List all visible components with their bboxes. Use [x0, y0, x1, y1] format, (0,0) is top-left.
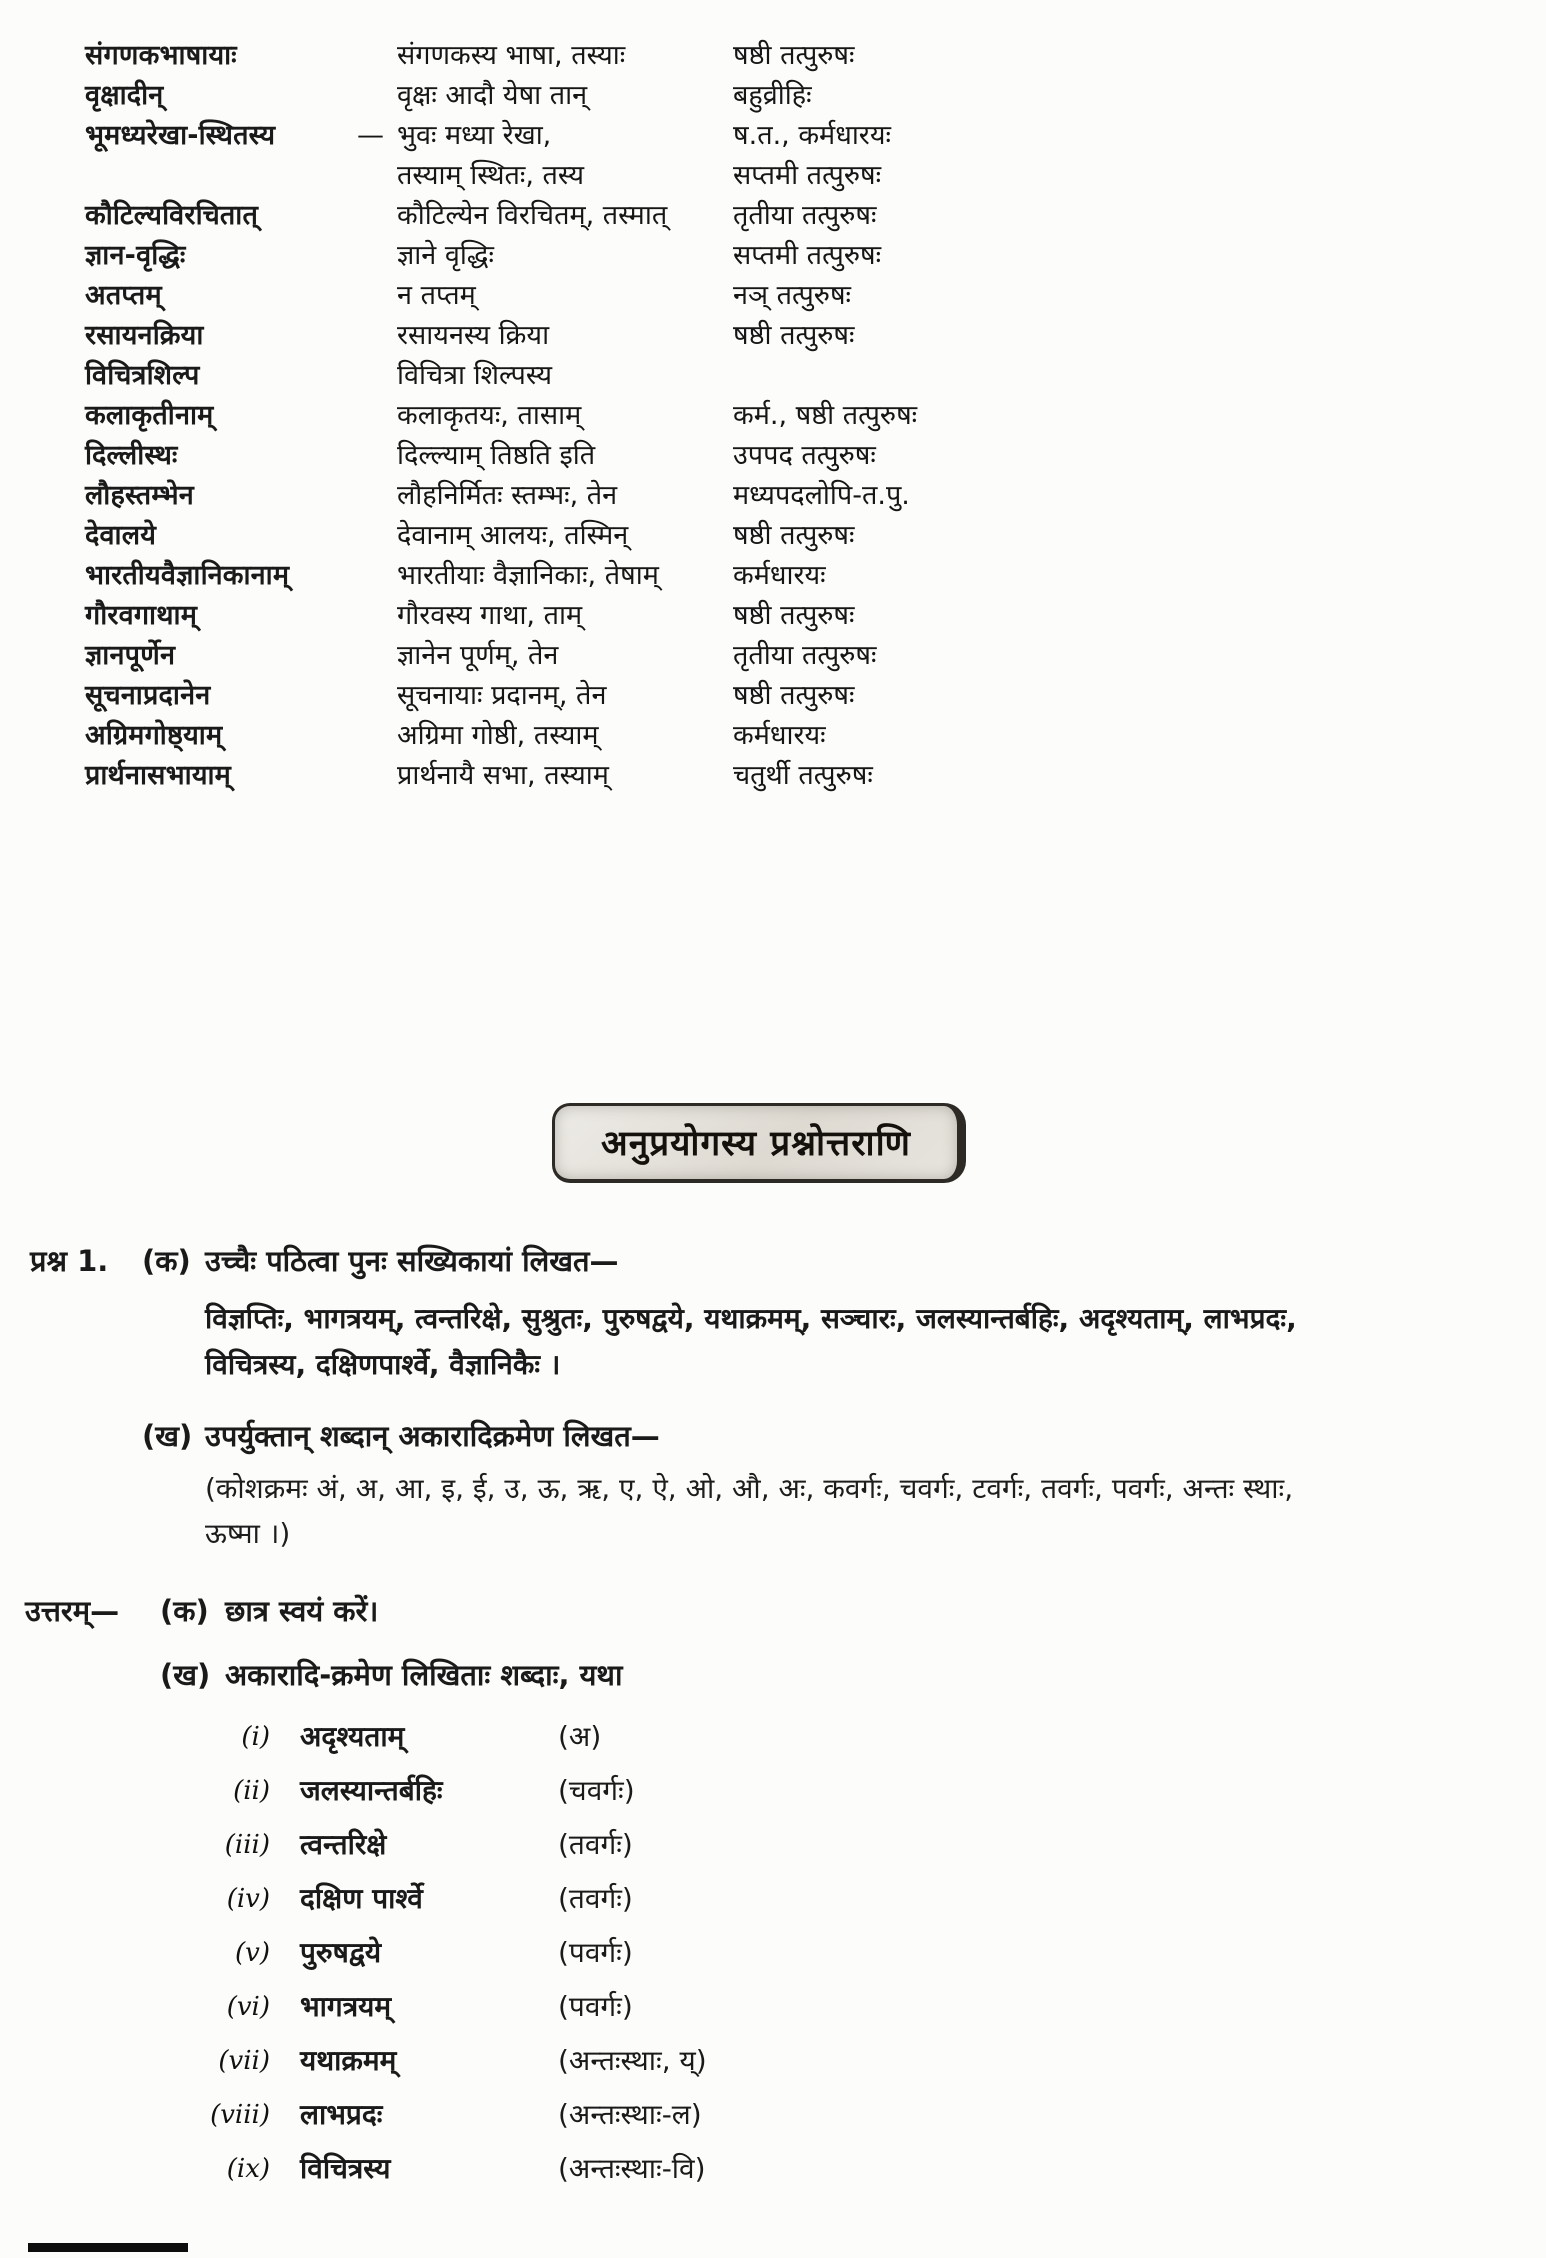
table-row — [85, 436, 1516, 476]
word-list-line: विचित्रस्य, दक्षिणपार्श्वे, वैज्ञानिकैः । — [205, 1348, 561, 1381]
samasa-type-line: सप्तमी तत्पुरुषः — [733, 160, 882, 191]
item-answer: (पवर्गः) — [558, 1990, 633, 2023]
item-answer: (अन्तःस्थाः-ल) — [558, 2098, 702, 2131]
kosha-krama-line: (कोशक्रमः अं, अ, आ, इ, ई, उ, ऊ, ऋ, ए, ऐ, ओ, औ, अः, कवर्गः, चवर्गः, टवर्गः, तवर्गः, पवर्गः, अन्तः स्थाः, — [205, 1472, 1294, 1505]
vigraha: अग्रिमा गोष्ठी, तस्याम् — [397, 720, 599, 751]
samasa-type: कर्मधारयः — [733, 560, 826, 591]
item-numeral: (ii) — [233, 1776, 270, 1806]
table-row — [85, 556, 1516, 596]
section-header-badge — [552, 1103, 966, 1183]
answer-marker-ka: (क) — [160, 1594, 209, 1628]
compound-word: देवालये — [85, 520, 157, 551]
compound-word: गौरवगाथाम् — [85, 600, 198, 631]
part-marker-kha: (ख) — [142, 1419, 193, 1453]
compound-word: ज्ञानपूर्णेन — [85, 640, 176, 671]
samasa-type: तृतीया तत्पुरुषः — [733, 640, 877, 671]
vigraha-line: तस्याम् स्थितः, तस्य — [397, 160, 585, 191]
vigraha: रसायनस्य क्रिया — [397, 320, 550, 351]
samasa-type-line: ष.त., कर्मधारयः — [733, 120, 891, 151]
table-row — [85, 196, 1516, 236]
part-marker-ka: (क) — [142, 1244, 191, 1278]
list-item — [0, 1874, 1546, 1928]
table-row — [85, 756, 1516, 796]
vigraha: गौरवस्य गाथा, ताम् — [397, 600, 583, 631]
table-row — [85, 596, 1516, 636]
compound-word: रसायनक्रिया — [85, 320, 204, 351]
item-numeral: (vi) — [226, 1992, 270, 2022]
question-text-kha: उपर्युक्तान् शब्दान् अकारादिक्रमेण लिखत— — [205, 1419, 660, 1453]
answer-label: उत्तरम्— — [25, 1594, 120, 1628]
compound-word: ज्ञान-वृद्धिः — [85, 240, 186, 271]
item-word: भागत्रयम् — [300, 1990, 392, 2023]
table-row — [85, 236, 1516, 276]
compound-word: अतप्तम् — [85, 280, 162, 311]
item-answer: (पवर्गः) — [558, 1936, 633, 1969]
vigraha: देवानाम् आलयः, तस्मिन् — [397, 520, 629, 551]
table-row — [85, 636, 1516, 676]
samasa-type: सप्तमी तत्पुरुषः — [733, 240, 882, 271]
compound-word: भूमध्यरेखा-स्थितस्य — [85, 120, 276, 151]
samasa-type: मध्यपदलोपि-त.पु. — [733, 480, 910, 511]
question-number: प्रश्न 1. — [30, 1244, 109, 1278]
vigraha: भारतीयाः वैज्ञानिकाः, तेषाम् — [397, 560, 659, 591]
list-item — [0, 1820, 1546, 1874]
item-numeral: (vii) — [218, 2046, 270, 2076]
samasa-type: षष्ठी तत्पुरुषः — [733, 320, 855, 351]
dash-separator: — — [357, 120, 384, 151]
alphabetical-word-list — [0, 1712, 1546, 2198]
table-row — [85, 676, 1516, 716]
table-row — [85, 276, 1516, 316]
table-row — [85, 396, 1516, 436]
item-answer: (अ) — [558, 1720, 602, 1753]
samasa-type: नञ् तत्पुरुषः — [733, 280, 852, 311]
compound-word: कलाकृतीनाम् — [85, 400, 214, 431]
compound-word: अग्रिमगोष्ठ्याम् — [85, 720, 223, 751]
item-numeral: (i) — [241, 1722, 270, 1752]
item-answer: (तवर्गः) — [558, 1882, 633, 1915]
vigraha: कलाकृतयः, तासाम् — [397, 400, 582, 431]
table-row — [85, 716, 1516, 756]
vigraha: न तप्तम् — [397, 280, 476, 311]
item-answer: (अन्तःस्थाः, य्) — [558, 2044, 707, 2077]
compound-word: भारतीयवैज्ञानिकानाम् — [85, 560, 290, 591]
compound-word: प्रार्थनासभायाम् — [85, 760, 232, 791]
compound-word: वृक्षादीन् — [85, 80, 164, 111]
kosha-krama-line: ऊष्मा ।) — [205, 1517, 291, 1550]
vigraha: वृक्षः आदौ येषा तान् — [397, 80, 588, 111]
item-word: पुरुषद्वये — [300, 1936, 382, 1969]
vigraha: ज्ञाने वृद्धिः — [397, 240, 494, 271]
item-numeral: (iii) — [224, 1830, 270, 1860]
vigraha-line: भुवः मध्या रेखा, — [397, 120, 552, 151]
list-item — [0, 1766, 1546, 1820]
table-row — [85, 356, 1516, 396]
item-word: जलस्यान्तर्बहिः — [300, 1774, 443, 1807]
list-item — [0, 1712, 1546, 1766]
samasa-type: षष्ठी तत्पुरुषः — [733, 40, 855, 71]
vigraha: सूचनायाः प्रदानम्, तेन — [397, 680, 607, 711]
answer-marker-kha: (ख) — [160, 1658, 211, 1692]
item-numeral: (v) — [235, 1938, 270, 1968]
item-numeral: (viii) — [210, 2100, 270, 2130]
section-header-text: अनुप्रयोगस्य प्रश्नोत्तराणि — [601, 1124, 911, 1164]
vigraha — [357, 116, 733, 196]
compound-word: कौटिल्यविरचितात् — [85, 200, 259, 231]
item-answer: (तवर्गः) — [558, 1828, 633, 1861]
samasa-type: षष्ठी तत्पुरुषः — [733, 520, 855, 551]
table-row — [85, 76, 1516, 116]
samasa-type: उपपद तत्पुरुषः — [733, 440, 876, 471]
list-item — [0, 2090, 1546, 2144]
table-row — [85, 516, 1516, 556]
item-answer: (अन्तःस्थाः-वि) — [558, 2152, 706, 2185]
item-numeral: (iv) — [226, 1884, 270, 1914]
table-row — [85, 36, 1516, 76]
vigraha: कौटिल्येन विरचितम्, तस्मात् — [397, 200, 668, 231]
item-word: विचित्रस्य — [300, 2152, 391, 2185]
vigraha: लौहनिर्मितः स्तम्भः, तेन — [397, 480, 618, 511]
list-item — [0, 2036, 1546, 2090]
list-item — [0, 2144, 1546, 2198]
vigraha: प्रार्थनायै सभा, तस्याम् — [397, 760, 609, 791]
answer-text-kha: अकारादि-क्रमेण लिखिताः शब्दाः, यथा — [225, 1658, 623, 1692]
vigraha: दिल्ल्याम् तिष्ठति इति — [397, 440, 596, 471]
samasa-type: कर्म., षष्ठी तत्पुरुषः — [733, 400, 918, 431]
item-answer: (चवर्गः) — [558, 1774, 635, 1807]
table-row — [85, 316, 1516, 356]
compound-word: संगणकभाषायाः — [85, 40, 237, 71]
samasa-type: चतुर्थी तत्पुरुषः — [733, 760, 873, 791]
list-item — [0, 1982, 1546, 2036]
item-word: लाभप्रदः — [300, 2098, 383, 2131]
vigraha: विचित्रा शिल्पस्य — [397, 360, 553, 391]
samasa-type — [733, 116, 1516, 196]
compound-word: दिल्लीस्थः — [85, 440, 178, 471]
item-word: त्वन्तरिक्षे — [300, 1828, 387, 1861]
item-numeral: (ix) — [226, 2154, 270, 2184]
item-word: यथाक्रमम् — [300, 2044, 397, 2077]
compound-word: सूचनाप्रदानेन — [85, 680, 211, 711]
samasa-type — [733, 356, 1516, 396]
table-row — [85, 476, 1516, 516]
vigraha: संगणकस्य भाषा, तस्याः — [397, 40, 626, 71]
table-row — [85, 116, 1516, 196]
page-edge-mark — [28, 2243, 188, 2252]
samasa-type: तृतीया तत्पुरुषः — [733, 200, 877, 231]
compound-word: लौहस्तम्भेन — [85, 480, 194, 511]
question-text-ka: उच्चैः पठित्वा पुनः सख्यिकायां लिखत— — [205, 1244, 619, 1278]
samasa-table — [85, 36, 1516, 796]
answer-text-ka: छात्र स्वयं करें। — [225, 1594, 379, 1628]
samasa-type: बहुव्रीहिः — [733, 80, 812, 111]
samasa-type: षष्ठी तत्पुरुषः — [733, 600, 855, 631]
item-word: दक्षिण पार्श्वे — [300, 1882, 423, 1915]
word-list-line: विज्ञप्तिः, भागत्रयम्, त्वन्तरिक्षे, सुश्रुतः, पुरुषद्वये, यथाक्रमम्, सञ्चारः, जलस्यान्तर्बहिः, अदृश्यताम्, लाभप्रदः, — [205, 1302, 1297, 1335]
compound-word: विचित्रशिल्प — [85, 360, 200, 391]
list-item — [0, 1928, 1546, 1982]
item-word: अदृश्यताम् — [300, 1720, 405, 1753]
samasa-type: कर्मधारयः — [733, 720, 826, 751]
samasa-type: षष्ठी तत्पुरुषः — [733, 680, 855, 711]
vigraha: ज्ञानेन पूर्णम्, तेन — [397, 640, 559, 671]
